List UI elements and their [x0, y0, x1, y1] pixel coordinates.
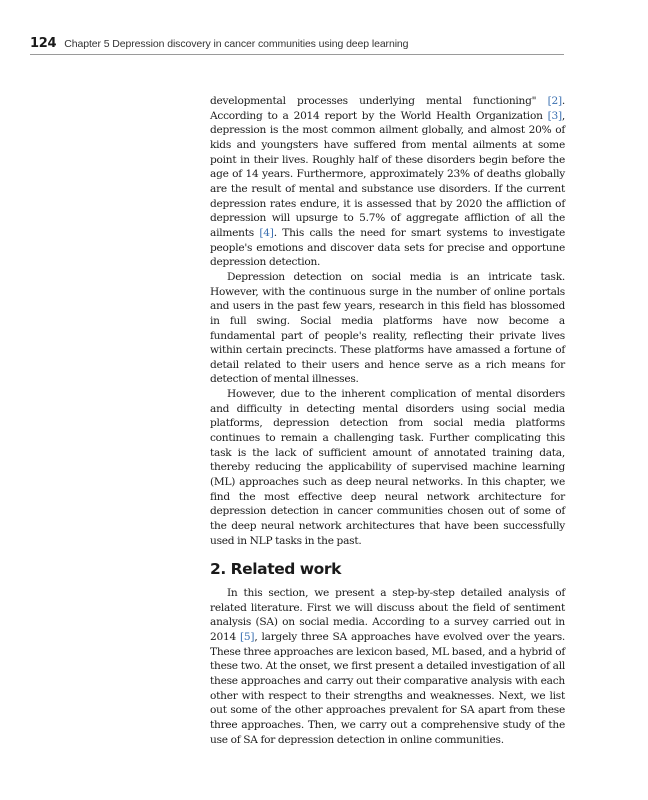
paragraph [210, 94, 565, 270]
text-run: . According to a 2014 report by the World Health Organization [210, 95, 565, 122]
text-run: , largely three SA approaches have evolved over the years. These three approaches are lexicon based, ML based, and a hybrid of these two. At the onset, we first present a detailed investigation of all these approaches and carry out their comparative analysis with each other with respect to their strengths and weaknesses. Next, we list out some of the other approaches prevalent for SA apart from these three approaches. Then, we carry out a comprehensive study of the use of SA for depression detection in online communities. [210, 630, 565, 746]
text-run: developmental processes underlying mental functioning" [210, 95, 548, 107]
paragraph: However, due to the inherent complication of mental disorders and difficulty in detecting mental disorders using social media platforms, depression detection from social media platforms continues to remain a challenging task. Further complicating this task is the lack of sufficient amount of annotated training data, thereby reducing the applicability of supervised machine learning (ML) approaches such as deep neural networks. In this chapter, we find the most effective deep neural network architecture for depression detection in cancer communities chosen out of some of the deep neural network architectures that have been successfully used in NLP tasks in the past. [210, 388, 565, 547]
text-run: , depression is the most common ailment globally, and almost 20% of kids and youngsters have suffered from mental ailments at some point in their lives. Roughly half of these disorders begin before the age of 14 years. Furthermore, approximately 23% of deaths globally are the result of mental and substance use disorders. If the current depression rates endure, it is assessed that by 2020 the affliction of depression will upsurge to 5.7% of aggregate affliction of all the ailments [210, 109, 565, 239]
text-run: . This calls the need for smart systems to investigate people's emotions and discover data sets for precise and opportune depression detection. [210, 226, 566, 269]
citation-link[interactable]: [5] [240, 630, 255, 643]
citation-link[interactable]: [4] [259, 226, 274, 239]
section-heading: 2. Related work [210, 560, 342, 579]
text-run: In this section, we present a step-by-step detailed analysis of related literature. First we will discuss about the field of sentiment analysis (SA) on social media. According to a survey carried out in 2014 [210, 587, 565, 643]
chapter-title: Chapter 5 Depression discovery in cancer communities using deep learning [64, 38, 409, 50]
running-head [30, 34, 564, 55]
body-text [210, 94, 565, 747]
paragraph: Depression detection on social media is an intricate task. However, with the continuous surge in the number of online portals and users in the past few years, research in this field has blossomed in full swing. Social media platforms have now become a fundamental part of people's reality, reflecting their private lives within certain precincts. These platforms have amassed a fortune of detail related to their users and hence serve as a rich means for detection of mental illnesses. [210, 270, 565, 386]
citation-link[interactable]: [2] [547, 95, 562, 107]
paragraph [210, 586, 565, 747]
page-number: 124 [30, 36, 57, 51]
citation-link[interactable]: [3] [547, 109, 562, 122]
